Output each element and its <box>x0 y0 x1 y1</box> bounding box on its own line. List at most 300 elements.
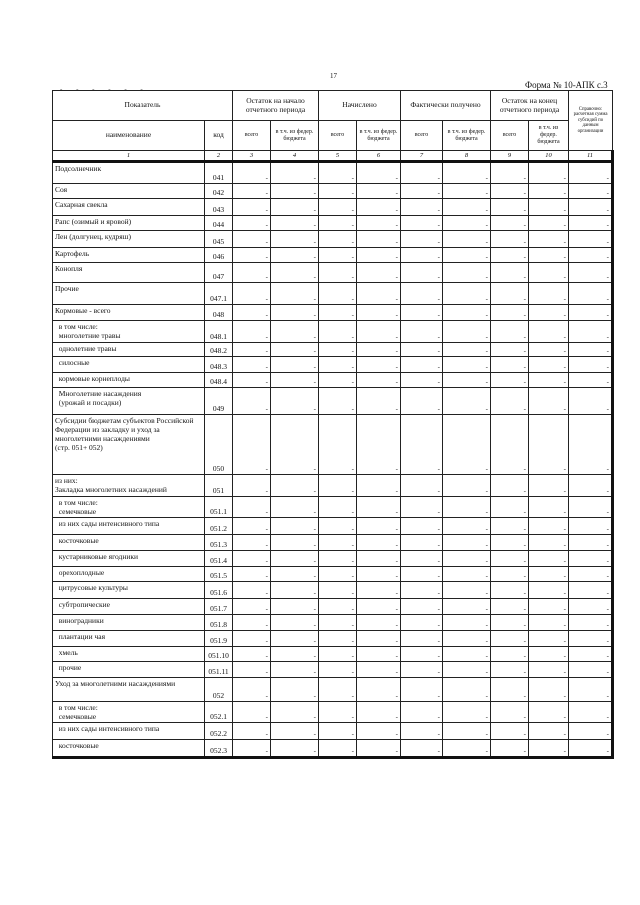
cell-value: - <box>569 388 613 415</box>
cell-value: - <box>233 248 271 263</box>
cell-value: - <box>357 723 401 740</box>
row-name: в том числе: семечковые <box>53 702 205 723</box>
row-name: силосные <box>53 357 205 373</box>
table-row <box>53 535 613 551</box>
row-code: 052 <box>205 678 233 702</box>
header-total: всего <box>233 121 271 151</box>
cell-value: - <box>491 162 529 184</box>
row-name: плантации чая <box>53 631 205 647</box>
cell-value: - <box>233 647 271 662</box>
cell-value: - <box>529 199 569 216</box>
cell-value: - <box>491 723 529 740</box>
row-name: хмель <box>53 647 205 662</box>
table-row <box>53 662 613 678</box>
cell-value: - <box>491 216 529 231</box>
cell-value: - <box>401 216 443 231</box>
cell-value: - <box>569 162 613 184</box>
cell-value: - <box>491 567 529 582</box>
table-row <box>53 647 613 662</box>
cell-value: - <box>319 615 357 631</box>
cell-value: - <box>569 231 613 248</box>
cell-value: - <box>357 231 401 248</box>
cell-value: - <box>401 678 443 702</box>
row-name: субтропические <box>53 599 205 615</box>
row-code: 045 <box>205 231 233 248</box>
row-name: Рапс (озимый и яровой) <box>53 216 205 231</box>
report-table <box>52 90 614 759</box>
cell-value: - <box>443 373 491 388</box>
cell-value: - <box>569 662 613 678</box>
cell-value: - <box>401 497 443 518</box>
cell-value: - <box>529 631 569 647</box>
table-row <box>53 702 613 723</box>
page-number: 17 <box>330 72 337 80</box>
header-accrued: Начислено <box>319 91 401 121</box>
table-row <box>53 475 613 497</box>
cell-value: - <box>357 343 401 357</box>
cell-value: - <box>443 647 491 662</box>
column-number: 2 <box>205 151 233 162</box>
cell-value: - <box>529 518 569 535</box>
cell-value: - <box>529 662 569 678</box>
cell-value: - <box>529 678 569 702</box>
cell-value: - <box>271 162 319 184</box>
cell-value: - <box>491 263 529 283</box>
cell-value: - <box>529 497 569 518</box>
cell-value: - <box>233 357 271 373</box>
cell-value: - <box>357 263 401 283</box>
cell-value: - <box>401 231 443 248</box>
cell-value: - <box>319 162 357 184</box>
column-number: 9 <box>491 151 529 162</box>
cell-value: - <box>357 631 401 647</box>
row-code: 051.11 <box>205 662 233 678</box>
cell-value: - <box>357 415 401 475</box>
cell-value: - <box>569 415 613 475</box>
row-code: 052.3 <box>205 740 233 758</box>
cell-value: - <box>529 343 569 357</box>
cell-value: - <box>401 184 443 199</box>
column-number: 1 <box>53 151 205 162</box>
cell-value: - <box>443 248 491 263</box>
cell-value: - <box>443 599 491 615</box>
column-number: 5 <box>319 151 357 162</box>
row-code: 042 <box>205 184 233 199</box>
cell-value: - <box>357 551 401 567</box>
table-row <box>53 216 613 231</box>
cell-value: - <box>491 231 529 248</box>
cell-value: - <box>271 615 319 631</box>
row-code: 050 <box>205 415 233 475</box>
row-code: 047.1 <box>205 283 233 305</box>
cell-value: - <box>271 388 319 415</box>
cell-value: - <box>443 415 491 475</box>
cell-value: - <box>401 373 443 388</box>
cell-value: - <box>319 740 357 758</box>
cell-value: - <box>529 357 569 373</box>
cell-value: - <box>491 357 529 373</box>
cell-value: - <box>529 582 569 599</box>
cell-value: - <box>357 497 401 518</box>
cell-value: - <box>271 740 319 758</box>
row-name: косточковые <box>53 535 205 551</box>
cell-value: - <box>569 373 613 388</box>
cell-value: - <box>569 518 613 535</box>
cell-value: - <box>443 535 491 551</box>
cell-value: - <box>319 475 357 497</box>
cell-value: - <box>319 388 357 415</box>
row-code: 051.7 <box>205 599 233 615</box>
cell-value: - <box>271 199 319 216</box>
row-code: 051.10 <box>205 647 233 662</box>
cell-value: - <box>319 551 357 567</box>
cell-value: - <box>271 343 319 357</box>
cell-value: - <box>529 415 569 475</box>
cell-value: - <box>357 321 401 343</box>
cell-value: - <box>491 631 529 647</box>
row-code: 051.5 <box>205 567 233 582</box>
cell-value: - <box>401 647 443 662</box>
cell-value: - <box>569 283 613 305</box>
cell-value: - <box>529 551 569 567</box>
cell-value: - <box>271 518 319 535</box>
cell-value: - <box>401 162 443 184</box>
row-name: Уход за многолетними насаждениями <box>53 678 205 702</box>
cell-value: - <box>319 248 357 263</box>
cell-value: - <box>271 475 319 497</box>
row-code: 051.2 <box>205 518 233 535</box>
table-row <box>53 388 613 415</box>
row-code: 046 <box>205 248 233 263</box>
cell-value: - <box>401 263 443 283</box>
cell-value: - <box>357 582 401 599</box>
cell-value: - <box>357 475 401 497</box>
cell-value: - <box>357 702 401 723</box>
cell-value: - <box>233 263 271 283</box>
cell-value: - <box>233 343 271 357</box>
cell-value: - <box>529 615 569 631</box>
column-number-row <box>53 151 613 162</box>
cell-value: - <box>233 662 271 678</box>
cell-value: - <box>491 518 529 535</box>
cell-value: - <box>443 216 491 231</box>
cell-value: - <box>271 184 319 199</box>
row-name: прочие <box>53 662 205 678</box>
cell-value: - <box>233 615 271 631</box>
cell-value: - <box>529 388 569 415</box>
cell-value: - <box>233 582 271 599</box>
cell-value: - <box>357 248 401 263</box>
cell-value: - <box>357 283 401 305</box>
cell-value: - <box>529 184 569 199</box>
cell-value: - <box>529 599 569 615</box>
cell-value: - <box>529 373 569 388</box>
column-number: 11 <box>569 151 613 162</box>
cell-value: - <box>569 631 613 647</box>
cell-value: - <box>443 321 491 343</box>
row-name: Конопля <box>53 263 205 283</box>
cell-value: - <box>491 388 529 415</box>
cell-value: - <box>491 615 529 631</box>
cell-value: - <box>319 343 357 357</box>
cell-value: - <box>401 415 443 475</box>
cell-value: - <box>491 248 529 263</box>
row-code: 052.2 <box>205 723 233 740</box>
header-indicator: Показатель <box>53 91 233 121</box>
row-name: орехоплодные <box>53 567 205 582</box>
cell-value: - <box>319 723 357 740</box>
row-name: в том числе: многолетние травы <box>53 321 205 343</box>
cell-value: - <box>529 162 569 184</box>
cell-value: - <box>529 702 569 723</box>
column-number: 3 <box>233 151 271 162</box>
table-row <box>53 740 613 758</box>
cell-value: - <box>357 662 401 678</box>
cell-value: - <box>271 248 319 263</box>
column-number: 8 <box>443 151 491 162</box>
cell-value: - <box>529 567 569 582</box>
cell-value: - <box>443 283 491 305</box>
table-row <box>53 162 613 184</box>
cell-value: - <box>357 678 401 702</box>
cell-value: - <box>233 184 271 199</box>
row-name: Многолетние насаждения (урожай и посадки) <box>53 388 205 415</box>
cell-value: - <box>569 615 613 631</box>
cell-value: - <box>569 551 613 567</box>
cell-value: - <box>357 567 401 582</box>
cell-value: - <box>357 518 401 535</box>
cell-value: - <box>491 535 529 551</box>
header-dash-marks: - - - - - - <box>60 85 149 93</box>
cell-value: - <box>271 567 319 582</box>
header-total: всего <box>491 121 529 151</box>
cell-value: - <box>491 702 529 723</box>
header-closing-balance: Остаток на конец отчетного периода <box>491 91 569 121</box>
cell-value: - <box>233 321 271 343</box>
cell-value: - <box>357 615 401 631</box>
row-name: кормовые корнеплоды <box>53 373 205 388</box>
cell-value: - <box>271 357 319 373</box>
table-row <box>53 283 613 305</box>
cell-value: - <box>233 567 271 582</box>
column-number: 4 <box>271 151 319 162</box>
row-code: 047 <box>205 263 233 283</box>
cell-value: - <box>491 184 529 199</box>
cell-value: - <box>271 283 319 305</box>
cell-value: - <box>319 662 357 678</box>
row-code: 048 <box>205 305 233 321</box>
cell-value: - <box>233 216 271 231</box>
cell-value: - <box>357 216 401 231</box>
row-name: кустарниковые ягодники <box>53 551 205 567</box>
cell-value: - <box>319 184 357 199</box>
cell-value: - <box>569 343 613 357</box>
cell-value: - <box>569 475 613 497</box>
cell-value: - <box>271 582 319 599</box>
row-name: Картофель <box>53 248 205 263</box>
cell-value: - <box>271 723 319 740</box>
cell-value: - <box>529 740 569 758</box>
table-body <box>53 162 613 758</box>
cell-value: - <box>569 740 613 758</box>
cell-value: - <box>569 263 613 283</box>
row-code: 043 <box>205 199 233 216</box>
cell-value: - <box>319 678 357 702</box>
cell-value: - <box>443 615 491 631</box>
cell-value: - <box>529 216 569 231</box>
cell-value: - <box>401 599 443 615</box>
cell-value: - <box>401 662 443 678</box>
cell-value: - <box>319 535 357 551</box>
cell-value: - <box>443 305 491 321</box>
table-row <box>53 199 613 216</box>
cell-value: - <box>401 305 443 321</box>
row-name: из них сады интенсивного типа <box>53 723 205 740</box>
row-code: 051.1 <box>205 497 233 518</box>
row-name: виноградники <box>53 615 205 631</box>
table-row <box>53 599 613 615</box>
cell-value: - <box>233 678 271 702</box>
row-code: 041 <box>205 162 233 184</box>
row-code: 048.3 <box>205 357 233 373</box>
cell-value: - <box>569 248 613 263</box>
cell-value: - <box>491 647 529 662</box>
cell-value: - <box>569 321 613 343</box>
cell-value: - <box>401 567 443 582</box>
cell-value: - <box>491 305 529 321</box>
cell-value: - <box>271 551 319 567</box>
cell-value: - <box>443 497 491 518</box>
cell-value: - <box>529 535 569 551</box>
cell-value: - <box>233 551 271 567</box>
cell-value: - <box>319 283 357 305</box>
cell-value: - <box>271 599 319 615</box>
table-row <box>53 184 613 199</box>
cell-value: - <box>401 357 443 373</box>
table-row <box>53 678 613 702</box>
cell-value: - <box>569 357 613 373</box>
cell-value: - <box>569 678 613 702</box>
cell-value: - <box>401 740 443 758</box>
row-code: 051 <box>205 475 233 497</box>
table-row <box>53 415 613 475</box>
header-code: код <box>205 121 233 151</box>
row-name: косточковые <box>53 740 205 758</box>
table-row <box>53 567 613 582</box>
cell-value: - <box>319 582 357 599</box>
header-received: Фактически получено <box>401 91 491 121</box>
table-row <box>53 497 613 518</box>
row-name: Кормовые - всего <box>53 305 205 321</box>
cell-value: - <box>443 740 491 758</box>
row-name: из них: Закладка многолетних насаждений <box>53 475 205 497</box>
cell-value: - <box>401 248 443 263</box>
cell-value: - <box>569 723 613 740</box>
cell-value: - <box>319 567 357 582</box>
cell-value: - <box>491 343 529 357</box>
cell-value: - <box>443 231 491 248</box>
cell-value: - <box>233 373 271 388</box>
cell-value: - <box>491 551 529 567</box>
cell-value: - <box>271 321 319 343</box>
cell-value: - <box>443 582 491 599</box>
row-code: 048.1 <box>205 321 233 343</box>
cell-value: - <box>357 162 401 184</box>
cell-value: - <box>443 343 491 357</box>
cell-value: - <box>271 415 319 475</box>
cell-value: - <box>401 702 443 723</box>
cell-value: - <box>529 723 569 740</box>
cell-value: - <box>529 283 569 305</box>
row-name: из них сады интенсивного типа <box>53 518 205 535</box>
cell-value: - <box>569 497 613 518</box>
cell-value: - <box>233 535 271 551</box>
cell-value: - <box>319 199 357 216</box>
cell-value: - <box>271 305 319 321</box>
header-incl-fed: в т.ч. из федер. бюджета <box>529 121 569 151</box>
row-code: 052.1 <box>205 702 233 723</box>
cell-value: - <box>491 373 529 388</box>
cell-value: - <box>529 263 569 283</box>
cell-value: - <box>443 567 491 582</box>
row-name: Субсидии бюджетам субъектов Российской Федерации из закладку и уход за многолетними насаждениями (стр. 051+ 052) <box>53 415 205 475</box>
cell-value: - <box>569 647 613 662</box>
cell-value: - <box>443 551 491 567</box>
cell-value: - <box>529 647 569 662</box>
cell-value: - <box>271 497 319 518</box>
cell-value: - <box>401 283 443 305</box>
cell-value: - <box>491 415 529 475</box>
cell-value: - <box>569 582 613 599</box>
cell-value: - <box>443 388 491 415</box>
table-row <box>53 723 613 740</box>
header-incl-fed: в т.ч. из федер. бюджета <box>271 121 319 151</box>
header-reference: Справочно: расчетная сумма субсидий по данным организации <box>569 91 613 151</box>
cell-value: - <box>233 283 271 305</box>
row-code: 044 <box>205 216 233 231</box>
cell-value: - <box>319 357 357 373</box>
column-number: 10 <box>529 151 569 162</box>
cell-value: - <box>357 535 401 551</box>
cell-value: - <box>491 662 529 678</box>
cell-value: - <box>319 702 357 723</box>
cell-value: - <box>401 723 443 740</box>
row-name: однолетние травы <box>53 343 205 357</box>
cell-value: - <box>401 475 443 497</box>
header-total: всего <box>401 121 443 151</box>
column-number: 6 <box>357 151 401 162</box>
cell-value: - <box>401 551 443 567</box>
cell-value: - <box>357 357 401 373</box>
table-row <box>53 263 613 283</box>
header-opening-balance: Остаток на начало отчетного периода <box>233 91 319 121</box>
cell-value: - <box>443 518 491 535</box>
cell-value: - <box>319 599 357 615</box>
table-row <box>53 518 613 535</box>
cell-value: - <box>491 678 529 702</box>
cell-value: - <box>319 631 357 647</box>
cell-value: - <box>319 305 357 321</box>
cell-value: - <box>357 305 401 321</box>
table-row <box>53 373 613 388</box>
cell-value: - <box>357 388 401 415</box>
row-code: 051.8 <box>205 615 233 631</box>
cell-value: - <box>443 678 491 702</box>
cell-value: - <box>357 599 401 615</box>
row-code: 048.2 <box>205 343 233 357</box>
cell-value: - <box>443 184 491 199</box>
cell-value: - <box>491 599 529 615</box>
